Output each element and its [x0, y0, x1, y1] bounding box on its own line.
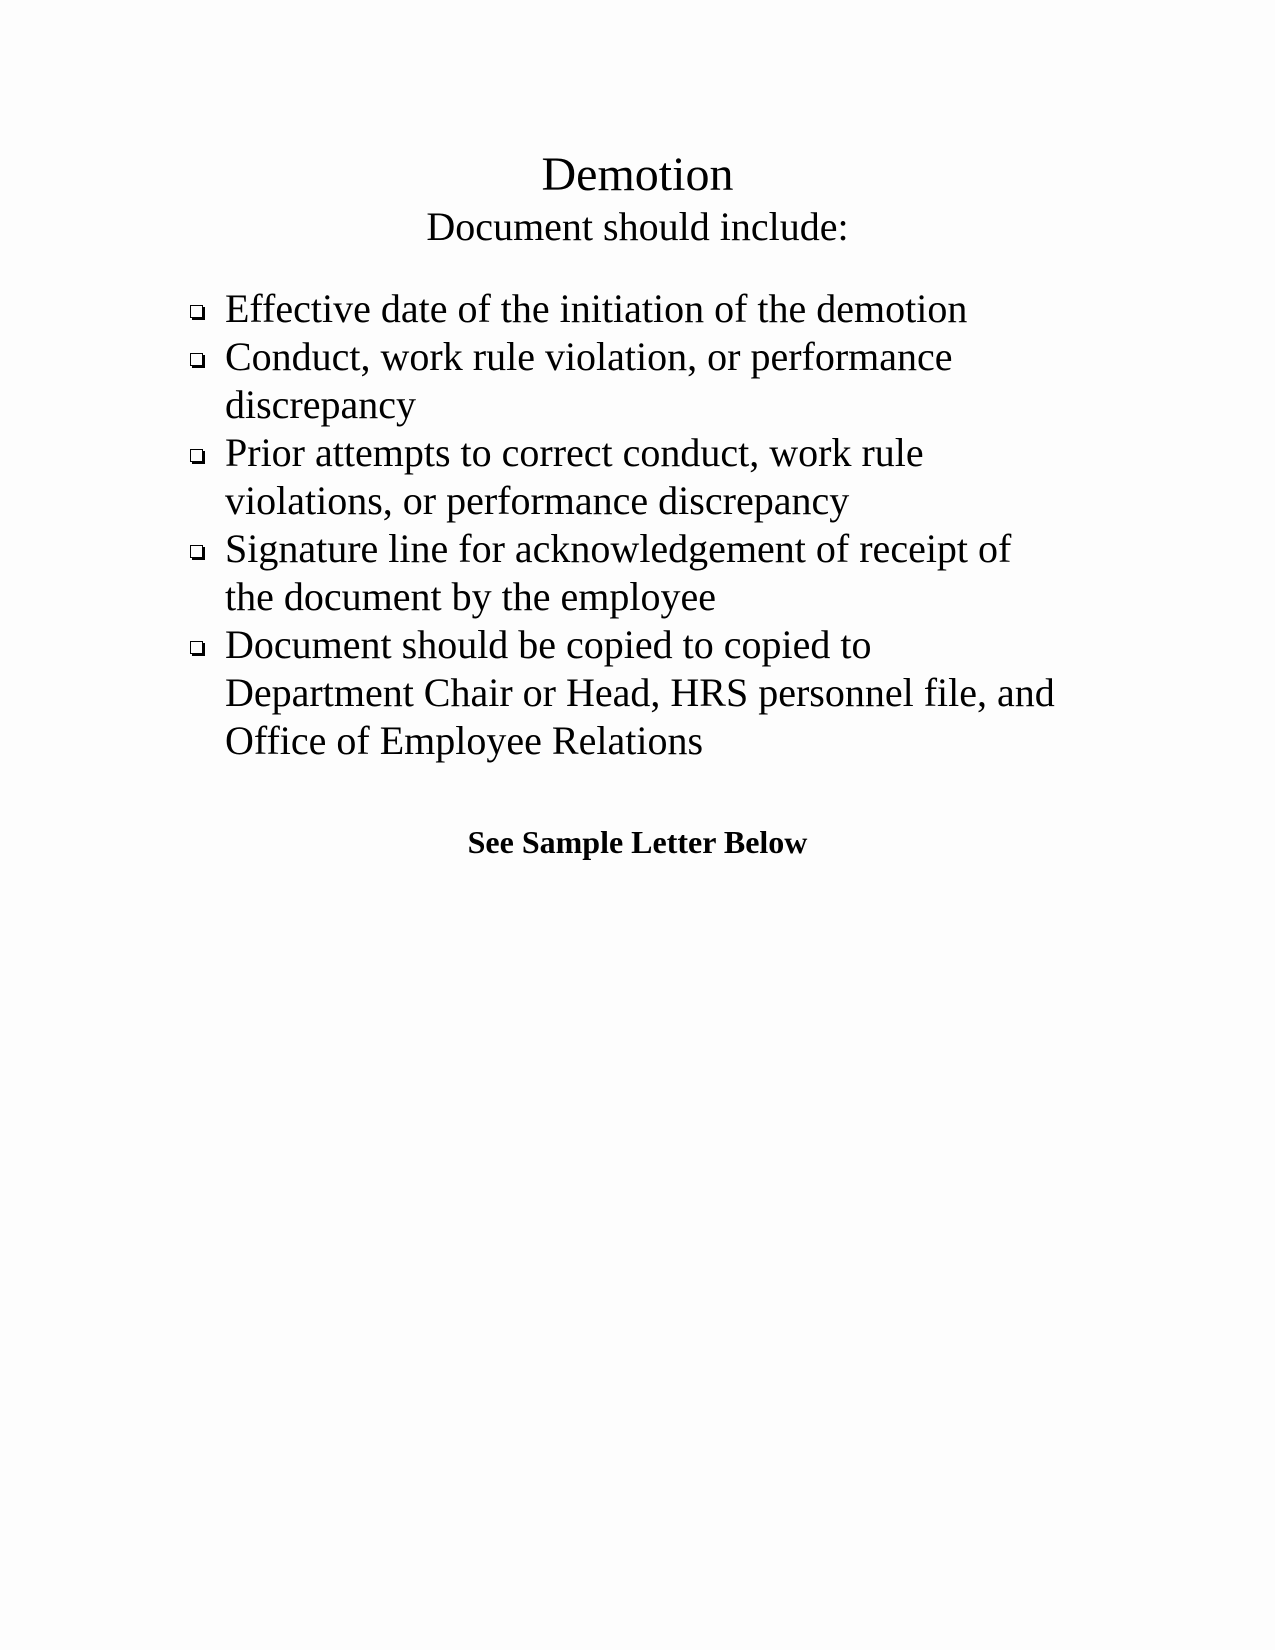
checkbox-bullet-icon	[190, 449, 203, 462]
sample-letter-note: See Sample Letter Below	[467, 824, 808, 860]
list-item	[190, 621, 1070, 765]
list-item	[190, 285, 1070, 333]
list-item-text: Conduct, work rule violation, or performance discrepancy	[225, 334, 953, 427]
list-item-text: Document should be copied to copied to Department Chair or Head, HRS personnel file, and Office of Employee Relations	[225, 622, 1055, 763]
checkbox-bullet-icon	[190, 641, 203, 654]
checkbox-bullet-icon	[190, 545, 203, 558]
list-item	[190, 525, 1070, 621]
requirements-checklist	[190, 285, 1070, 765]
list-item-text: Prior attempts to correct conduct, work rule violations, or performance discrepancy	[225, 430, 924, 523]
checkbox-bullet-icon	[190, 353, 203, 366]
page-subtitle: Document should include:	[426, 204, 849, 249]
checkbox-bullet-icon	[190, 305, 203, 318]
list-item-text: Effective date of the initiation of the demotion	[225, 286, 968, 331]
list-item-text: Signature line for acknowledgement of receipt of the document by the employee	[225, 526, 1012, 619]
page-title: Demotion	[541, 148, 734, 201]
list-item	[190, 333, 1070, 429]
list-item	[190, 429, 1070, 525]
